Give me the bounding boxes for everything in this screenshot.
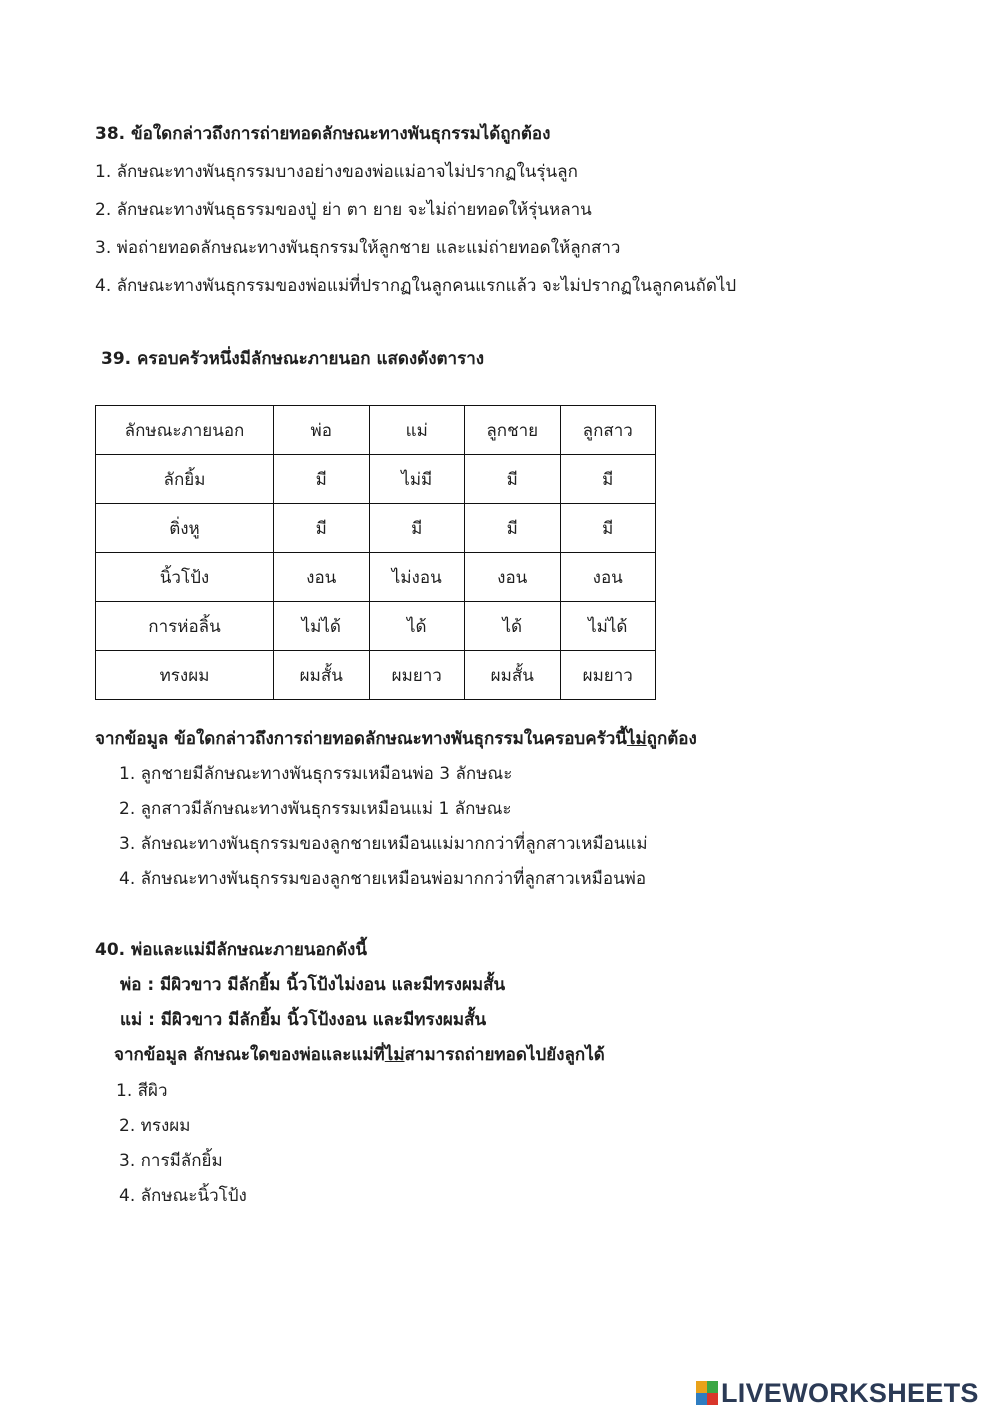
table-row <box>96 553 656 602</box>
table-cell: นิ้วโป้ง <box>96 553 274 602</box>
q40-option-2[interactable]: 2. ทรงผม <box>119 1116 191 1136</box>
q39-option-1[interactable]: 1. ลูกชายมีลักษณะทางพันธุกรรมเหมือนพ่อ 3 ลักษณะ <box>119 764 513 784</box>
table-header-row <box>96 406 656 455</box>
table-header-cell: ลูกสาว <box>560 406 656 455</box>
q38-option-4[interactable]: 4. ลักษณะทางพันธุกรรมของพ่อแม่ที่ปรากฏในลูกคนแรกแล้ว จะไม่ปรากฏในลูกคนถัดไป <box>95 276 737 296</box>
q38-option-2[interactable]: 2. ลักษณะทางพันธุธรรมของปู่ ย่า ตา ยาย จะไม่ถ่ายทอดให้รุ่นหลาน <box>95 200 592 220</box>
q38-option-1[interactable]: 1. ลักษณะทางพันธุกรรมบางอย่างของพ่อแม่อาจไม่ปรากฏในรุ่นลูก <box>95 162 578 182</box>
table-cell: ทรงผม <box>96 651 274 700</box>
q40-father: พ่อ : มีผิวขาว มีลักยิ้ม นิ้วโป้งไม่งอน และมีทรงผมสั้น <box>120 975 506 995</box>
table-row <box>96 602 656 651</box>
table-cell: มี <box>369 504 465 553</box>
table-header-cell: ลูกชาย <box>465 406 561 455</box>
table-cell: งอน <box>274 553 370 602</box>
table-cell: ติ่งหู <box>96 504 274 553</box>
table-cell: มี <box>465 455 561 504</box>
table-header-cell: ลักษณะภายนอก <box>96 406 274 455</box>
q40-option-1[interactable]: 1. สีผิว <box>116 1081 168 1101</box>
logo-square <box>707 1393 718 1405</box>
q40-title: 40. พ่อและแม่มีลักษณะภายนอกดังนี้ <box>95 940 367 960</box>
q40-question-underline: ไม่ <box>384 1045 405 1065</box>
table-cell: มี <box>465 504 561 553</box>
logo-square <box>696 1381 707 1393</box>
table-cell: ผมสั้น <box>274 651 370 700</box>
q40-option-4[interactable]: 4. ลักษณะนิ้วโป้ง <box>119 1186 247 1206</box>
q39-question-pre: จากข้อมูล ข้อใดกล่าวถึงการถ่ายทอดลักษณะทางพันธุกรรมในครอบครัวนี้ <box>95 729 627 749</box>
table-cell: ได้ <box>369 602 465 651</box>
table-cell: ไม่ได้ <box>560 602 656 651</box>
q39-question <box>95 727 697 751</box>
liveworksheets-logo-icon <box>696 1381 718 1405</box>
table-cell: ได้ <box>465 602 561 651</box>
table-cell: งอน <box>465 553 561 602</box>
table-cell: ลักยิ้ม <box>96 455 274 504</box>
table-cell: ผมยาว <box>560 651 656 700</box>
table-cell: มี <box>274 504 370 553</box>
q40-question-post: สามารถถ่ายทอดไปยังลูกได้ <box>404 1045 605 1065</box>
q38-title: 38. ข้อใดกล่าวถึงการถ่ายทอดลักษณะทางพันธุกรรมได้ถูกต้อง <box>95 124 551 144</box>
table-cell: ไม่งอน <box>369 553 465 602</box>
table-row <box>96 651 656 700</box>
traits-table <box>95 405 656 700</box>
table-header-cell: พ่อ <box>274 406 370 455</box>
q39-question-underline: ไม่ <box>626 729 647 749</box>
table-row <box>96 504 656 553</box>
table-row <box>96 455 656 504</box>
liveworksheets-logo-text: LIVEWORKSHEETS <box>721 1377 979 1408</box>
table-cell: มี <box>274 455 370 504</box>
liveworksheets-logo[interactable] <box>696 1378 979 1408</box>
q39-title: 39. ครอบครัวหนึ่งมีลักษณะภายนอก แสดงดังตาราง <box>101 349 485 369</box>
table-cell: การห่อลิ้น <box>96 602 274 651</box>
table-cell: ไม่มี <box>369 455 465 504</box>
table-cell: ผมยาว <box>369 651 465 700</box>
q39-question-post: ถูกต้อง <box>646 729 697 749</box>
q39-option-4[interactable]: 4. ลักษณะทางพันธุกรรมของลูกชายเหมือนพ่อมากกว่าที่ลูกสาวเหมือนพ่อ <box>119 869 647 889</box>
table-cell: มี <box>560 455 656 504</box>
table-cell: ไม่ได้ <box>274 602 370 651</box>
q40-question-pre: จากข้อมูล ลักษณะใดของพ่อและแม่ที่ <box>114 1045 385 1065</box>
table-cell: งอน <box>560 553 656 602</box>
table-header-cell: แม่ <box>369 406 465 455</box>
table-cell: ผมสั้น <box>465 651 561 700</box>
q40-question <box>114 1043 605 1067</box>
q40-mother: แม่ : มีผิวขาว มีลักยิ้ม นิ้วโป้งงอน และมีทรงผมสั้น <box>120 1010 487 1030</box>
q39-option-3[interactable]: 3. ลักษณะทางพันธุกรรมของลูกชายเหมือนแม่มากกว่าที่ลูกสาวเหมือนแม่ <box>119 834 648 854</box>
logo-square <box>707 1381 718 1393</box>
logo-square <box>696 1393 707 1405</box>
q40-option-3[interactable]: 3. การมีลักยิ้ม <box>119 1151 223 1171</box>
q39-option-2[interactable]: 2. ลูกสาวมีลักษณะทางพันธุกรรมเหมือนแม่ 1 ลักษณะ <box>119 799 512 819</box>
table-cell: มี <box>560 504 656 553</box>
q38-option-3[interactable]: 3. พ่อถ่ายทอดลักษณะทางพันธุกรรมให้ลูกชาย และแม่ถ่ายทอดให้ลูกสาว <box>95 238 621 258</box>
